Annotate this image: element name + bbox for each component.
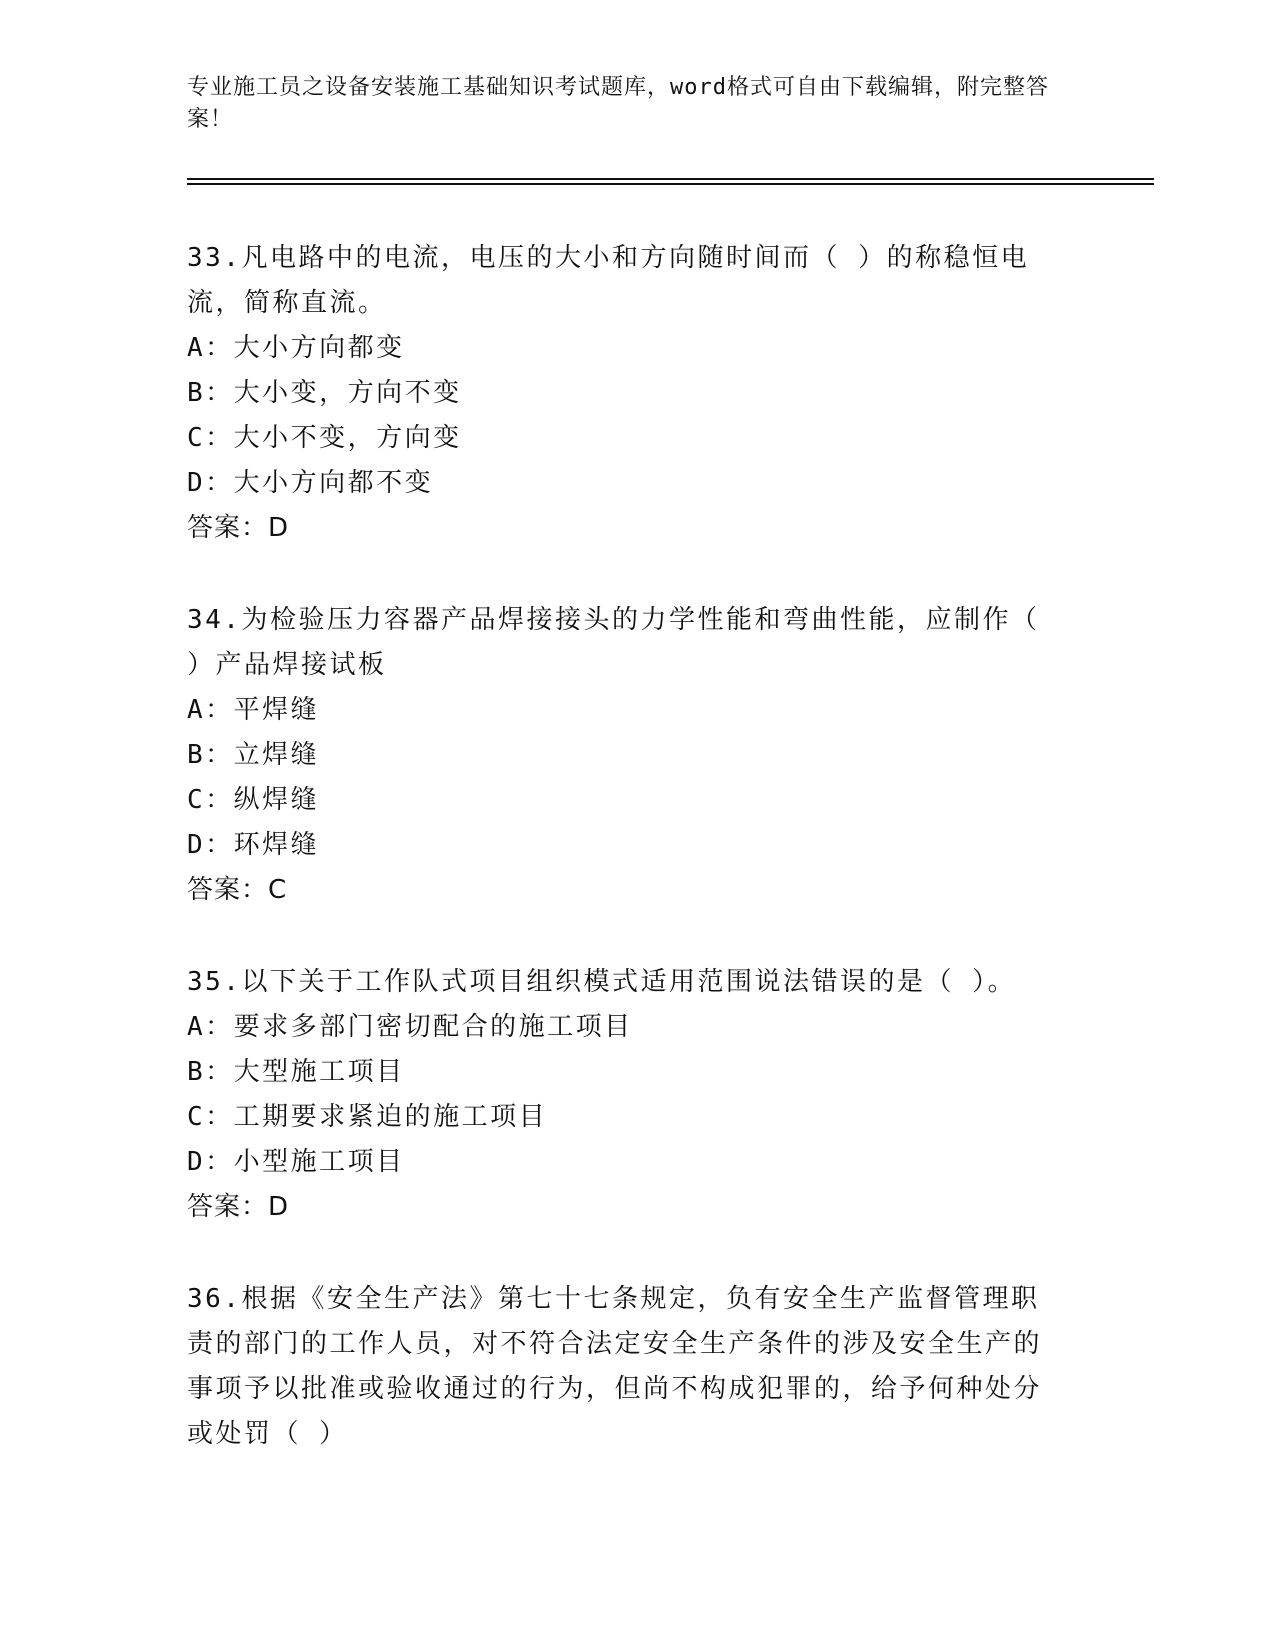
option-c: C：工期要求紧迫的施工项目 xyxy=(187,1102,548,1132)
document-header: 专业施工员之设备安装施工基础知识考试题库，word格式可自由下载编辑，附完整答案！ xyxy=(187,75,1049,132)
option-d: D：小型施工项目 xyxy=(187,1147,405,1177)
option-c: C：大小不变，方向变 xyxy=(187,423,462,453)
question-stem: 34.为检验压力容器产品焊接接头的力学性能和弯曲性能，应制作（ ）产品焊接试板 xyxy=(187,605,1040,680)
question-33 xyxy=(187,236,1067,551)
option-b: B：大型施工项目 xyxy=(187,1057,405,1087)
option-d: D：环焊缝 xyxy=(187,830,320,860)
question-stem: 36.根据《安全生产法》第七十七条规定，负有安全生产监督管理职责的部门的工作人员，对不符合法定安全生产条件的涉及安全生产的事项予以批准或验收通过的行为，但尚不构成犯罪的，给予何种处分或处罚（ ） xyxy=(187,1284,1043,1449)
option-c: C：纵焊缝 xyxy=(187,785,320,815)
option-a: A：大小方向都变 xyxy=(187,333,405,363)
option-d: D：大小方向都不变 xyxy=(187,468,434,498)
answer-line: 答案：C xyxy=(187,875,288,905)
header-divider-top xyxy=(187,178,1154,180)
question-stem: 33.凡电路中的电流，电压的大小和方向随时间而（ ）的称稳恒电流，简称直流。 xyxy=(187,243,1030,318)
option-a: A：要求多部门密切配合的施工项目 xyxy=(187,1012,633,1042)
option-b: B：立焊缝 xyxy=(187,740,320,770)
question-36 xyxy=(187,1277,1067,1457)
question-list xyxy=(187,236,1067,1504)
question-stem: 35.以下关于工作队式项目组织模式适用范围说法错误的是（ ）。 xyxy=(187,967,1017,997)
option-a: A：平焊缝 xyxy=(187,695,320,725)
question-35 xyxy=(187,960,1067,1230)
option-b: B：大小变，方向不变 xyxy=(187,378,462,408)
question-34 xyxy=(187,598,1067,913)
header-divider-bottom xyxy=(187,183,1154,185)
answer-line: 答案：D xyxy=(187,513,290,543)
answer-line: 答案：D xyxy=(187,1192,290,1222)
